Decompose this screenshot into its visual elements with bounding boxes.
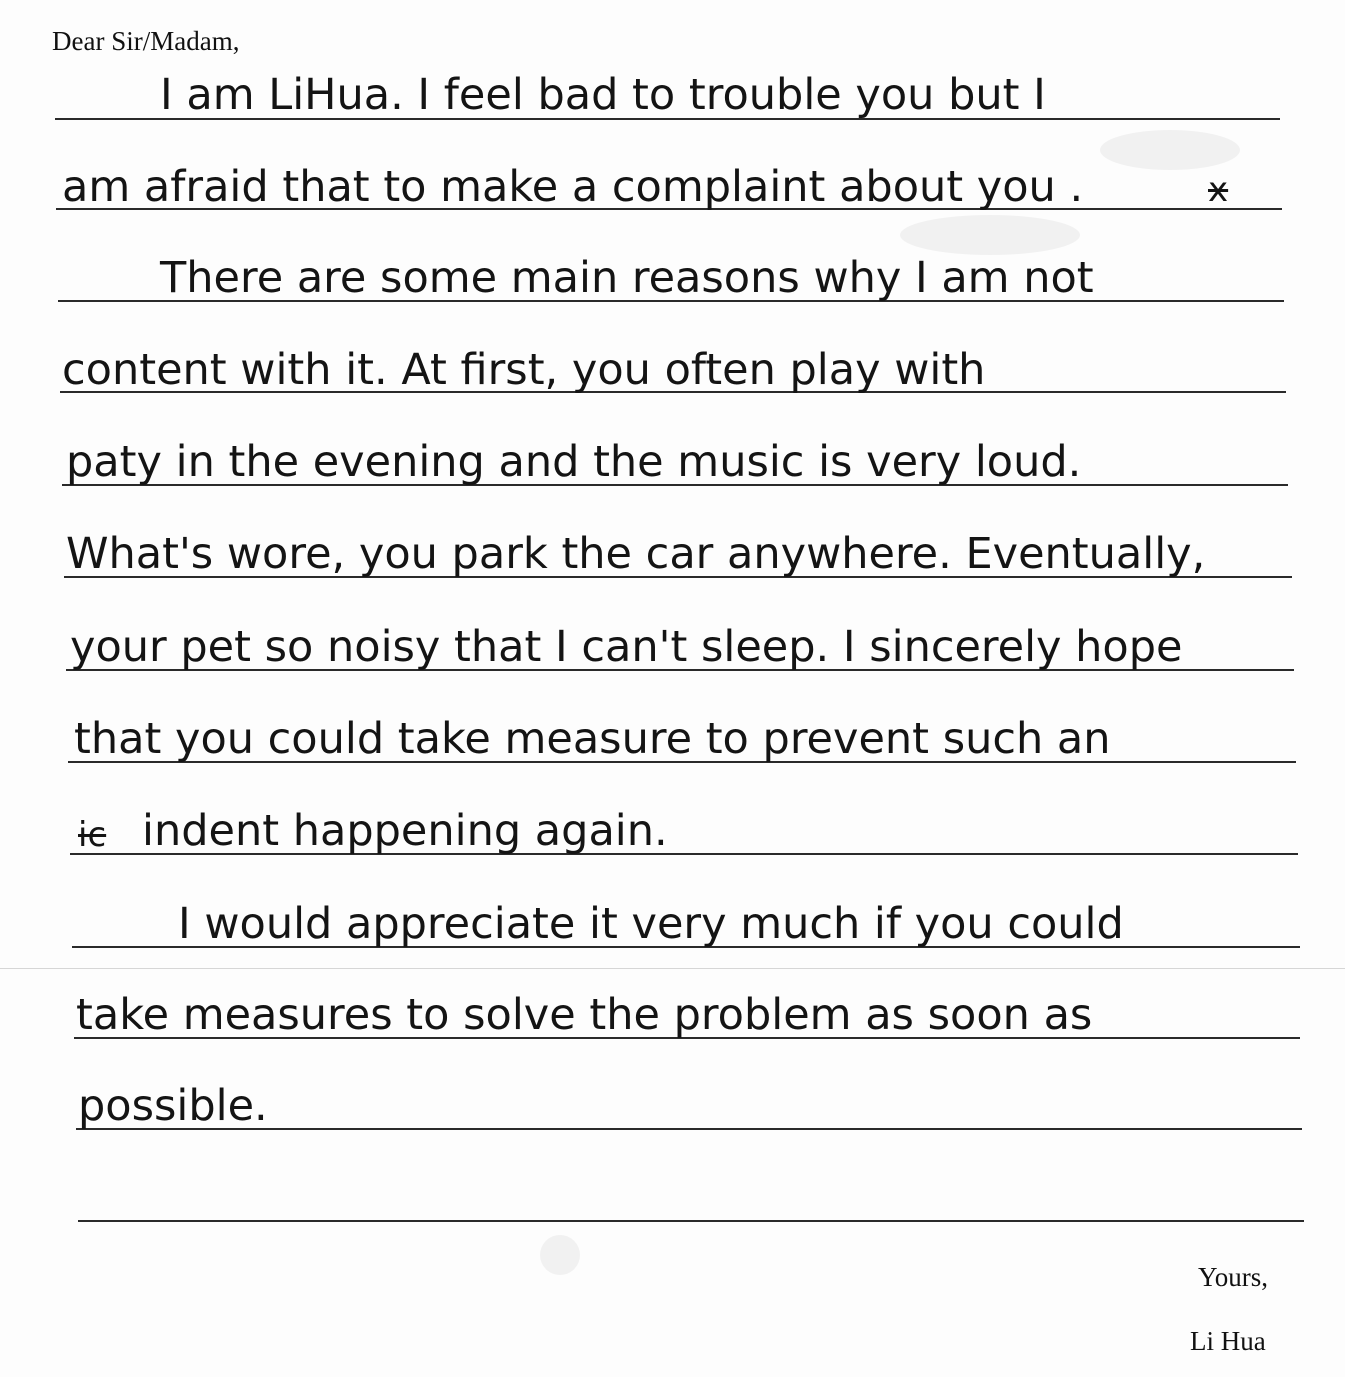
- letter-line-9: indent happening again.: [142, 806, 668, 856]
- letter-line-11: take measures to solve the problem as soon as: [76, 990, 1093, 1040]
- letter-line-7: your pet so noisy that I can't sleep. I sincerely hope: [70, 622, 1183, 672]
- salutation: Dear Sir/Madam,: [52, 26, 240, 56]
- bleed-through-mark: [540, 1235, 580, 1275]
- crossed-out-mark: ic: [78, 815, 107, 855]
- letter-line-5: paty in the evening and the music is very loud.: [66, 437, 1082, 487]
- letter-line-1: I am LiHua. I feel bad to trouble you but I: [160, 70, 1046, 120]
- bleed-through-mark: [1100, 130, 1240, 170]
- letter-line-3: There are some main reasons why I am not: [160, 253, 1094, 303]
- closing: Yours,: [1198, 1262, 1269, 1292]
- page-fold: [0, 968, 1345, 969]
- signature: Li Hua: [1190, 1326, 1266, 1356]
- letter-line-8: that you could take measure to prevent such an: [74, 714, 1111, 764]
- letter-line-6: What's wore, you park the car anywhere. Eventually,: [66, 529, 1206, 579]
- letter-line-10: I would appreciate it very much if you could: [178, 899, 1124, 949]
- letter-line-12: possible.: [78, 1081, 268, 1131]
- letter-line-2: am afraid that to make a complaint about you .: [62, 162, 1084, 212]
- letter-line-4: content with it. At first, you often play with: [62, 345, 986, 395]
- crossed-out-mark: x: [1208, 170, 1229, 210]
- bleed-through-mark: [900, 215, 1080, 255]
- ruled-line: [78, 1220, 1304, 1222]
